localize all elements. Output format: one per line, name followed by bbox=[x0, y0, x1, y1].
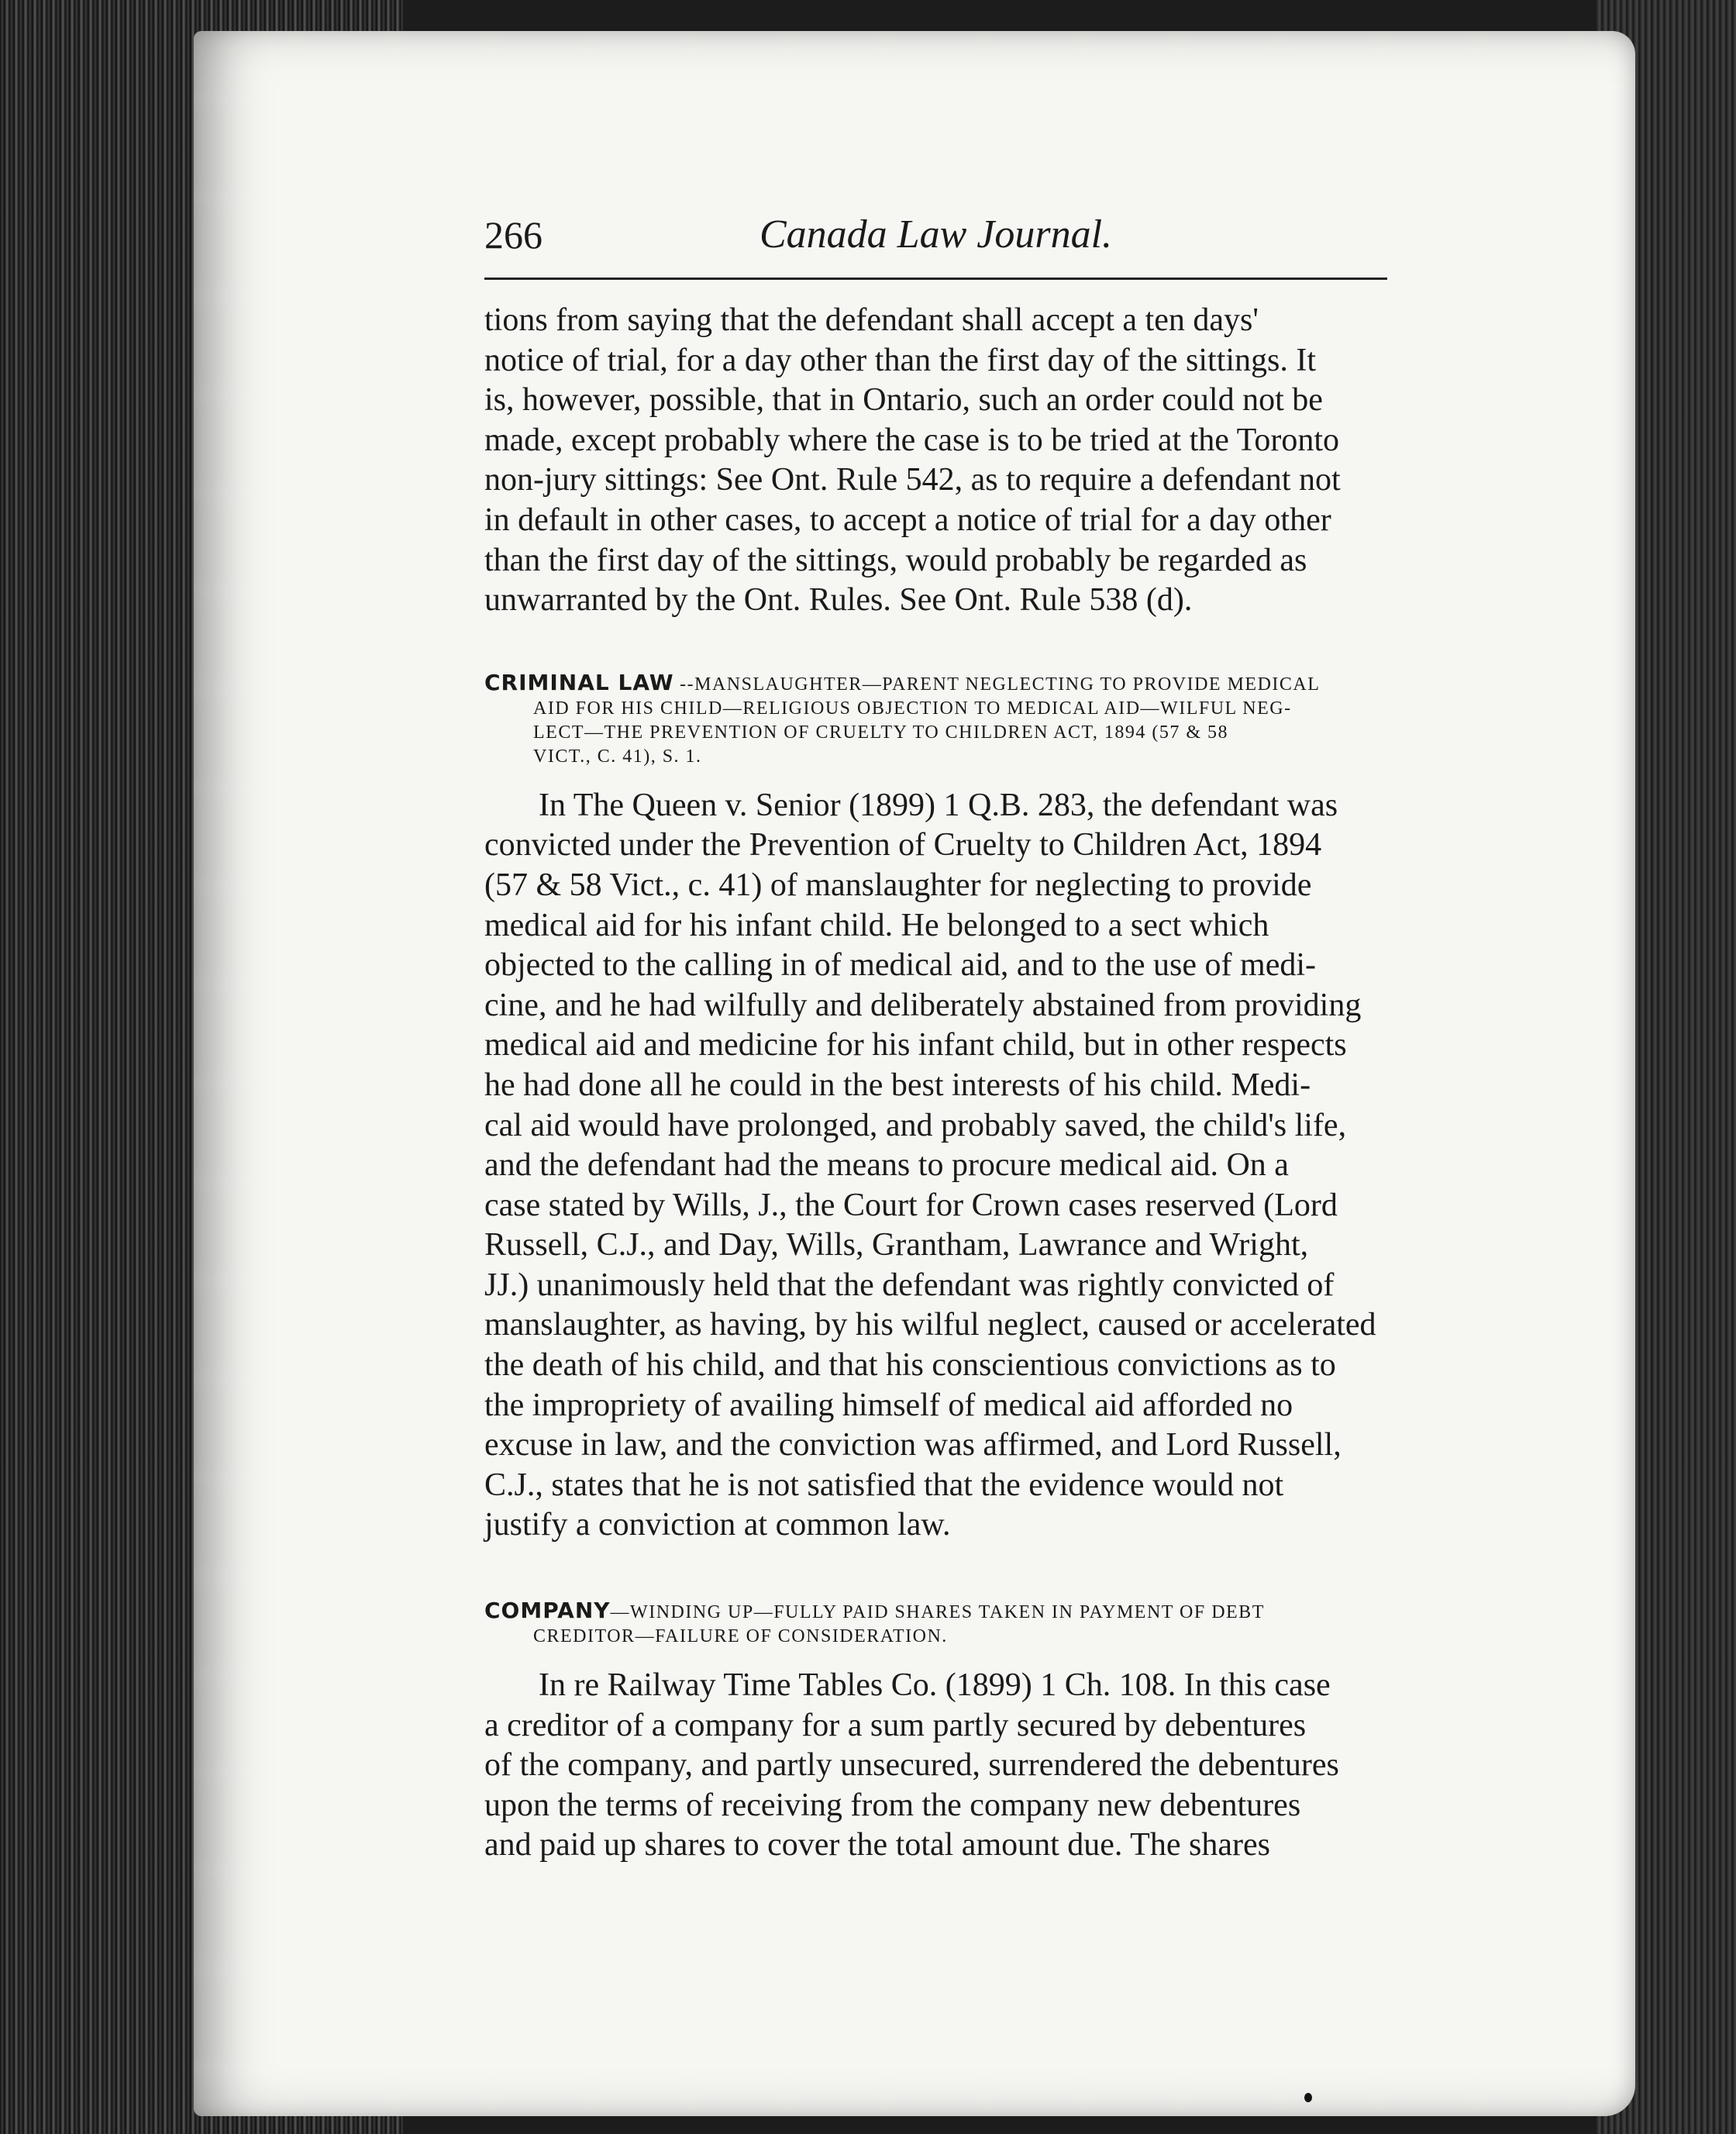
text-line: Russell, C.J., and Day, Wills, Grantham, Lawrance and Wright, bbox=[484, 1227, 1309, 1264]
section-label: COMPANY bbox=[484, 1598, 611, 1624]
heading-text: AID FOR HIS CHILD—RELIGIOUS OBJECTION TO MEDICAL AID—WILFUL NEG- bbox=[533, 698, 1292, 719]
text-line: is, however, possible, that in Ontario, such an order could not be bbox=[484, 382, 1323, 419]
section-label: CRIMINAL LAW bbox=[484, 669, 674, 695]
text-line: cal aid would have prolonged, and probably saved, the child's life, bbox=[484, 1107, 1347, 1143]
heading-text: —WINDING UP—FULLY PAID SHARES TAKEN IN PAYMENT OF DEBT bbox=[610, 1602, 1265, 1623]
text-line: a creditor of a company for a sum partly secured by debentures bbox=[484, 1707, 1307, 1743]
text-line: upon the terms of receiving from the company new debentures bbox=[484, 1787, 1301, 1823]
text-line: and the defendant had the means to procure medical aid. On a bbox=[484, 1147, 1289, 1184]
text-line: excuse in law, and the conviction was affirmed, and Lord Russell, bbox=[484, 1427, 1342, 1463]
text-line: of the company, and partly unsecured, surrendered the debentures bbox=[484, 1747, 1339, 1784]
text-line: notice of trial, for a day other than the first day of the sittings. It bbox=[484, 342, 1317, 378]
text-line: objected to the calling in of medical aid, and to the use of medi- bbox=[484, 947, 1316, 984]
text-line: the death of his child, and that his conscientious convictions as to bbox=[484, 1347, 1336, 1384]
text-line: medical aid and medicine for his infant child, but in other respects bbox=[484, 1027, 1347, 1064]
text-line: the impropriety of availing himself of medical aid afforded no bbox=[484, 1387, 1293, 1423]
text-line: In The Queen v. Senior (1899) 1 Q.B. 283, the defendant was bbox=[539, 787, 1338, 823]
text-line: unwarranted by the Ont. Rules. See Ont. Rule 538 (d). bbox=[484, 582, 1193, 619]
running-header bbox=[484, 208, 1387, 280]
text-line: manslaughter, as having, by his wilful neglect, caused or accelerated bbox=[484, 1307, 1376, 1343]
company-paragraph bbox=[484, 1666, 1457, 1866]
text-line: (57 & 58 Vict., c. 41) of manslaughter for neglecting to provide bbox=[484, 867, 1312, 903]
heading-text: --MANSLAUGHTER—PARENT NEGLECTING TO PROVIDE MEDICAL bbox=[673, 674, 1321, 695]
text-line: case stated by Wills, J., the Court for Crown cases reserved (Lord bbox=[484, 1187, 1338, 1223]
text-line: cine, and he had wilfully and deliberately abstained from providing bbox=[484, 987, 1362, 1023]
company-heading bbox=[484, 1598, 1457, 1649]
page-number: 266 bbox=[484, 213, 542, 257]
text-line: tions from saying that the defendant shall accept a ten days' bbox=[484, 302, 1259, 338]
heading-text: CREDITOR—FAILURE OF CONSIDERATION. bbox=[533, 1626, 948, 1647]
text-line: non-jury sittings: See Ont. Rule 542, as to require a defendant not bbox=[484, 462, 1341, 498]
text-line: C.J., states that he is not satisfied that the evidence would not bbox=[484, 1467, 1284, 1503]
text-line: convicted under the Prevention of Cruelty to Children Act, 1894 bbox=[484, 827, 1322, 864]
journal-title: Canada Law Journal. bbox=[759, 212, 1113, 257]
ink-speck bbox=[1304, 2093, 1312, 2102]
text-line: JJ.) unanimously held that the defendant was rightly convicted of bbox=[484, 1267, 1335, 1303]
page-body bbox=[484, 301, 1457, 1866]
text-line: in default in other cases, to accept a notice of trial for a day other bbox=[484, 502, 1331, 538]
text-line: than the first day of the sittings, would probably be regarded as bbox=[484, 542, 1307, 578]
criminal-law-heading bbox=[484, 671, 1457, 769]
text-line: made, except probably where the case is to be tried at the Toronto bbox=[484, 422, 1340, 458]
heading-text: LECT—THE PREVENTION OF CRUELTY TO CHILDREN ACT, 1894 (57 & 58 bbox=[533, 722, 1229, 743]
text-line: medical aid for his infant child. He belonged to a sect which bbox=[484, 907, 1269, 943]
continuation-paragraph bbox=[484, 301, 1457, 621]
heading-text: VICT., C. 41), S. 1. bbox=[533, 746, 702, 767]
criminal-law-paragraph bbox=[484, 786, 1457, 1546]
text-line: justify a conviction at common law. bbox=[484, 1507, 951, 1543]
text-line: he had done all he could in the best interests of his child. Medi- bbox=[484, 1067, 1311, 1103]
text-line: and paid up shares to cover the total amount due. The shares bbox=[484, 1827, 1270, 1863]
text-line: In re Railway Time Tables Co. (1899) 1 Ch. 108. In this case bbox=[539, 1667, 1331, 1704]
